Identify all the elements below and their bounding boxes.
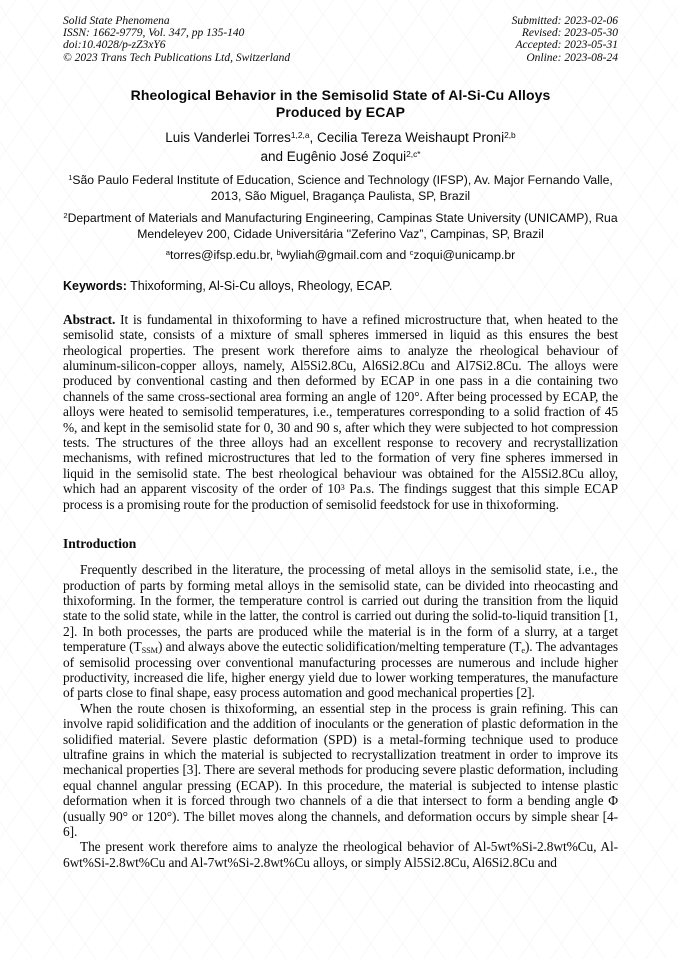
- date-submitted: Submitted: 2023-02-06: [511, 15, 618, 27]
- date-revised: Revised: 2023-05-30: [521, 27, 618, 40]
- article-title: [63, 87, 618, 122]
- abstract-text: It is fundamental in thixoforming to have a refined microstructure that, when heated to the semisolid state, consists of a mixture of small spheres immersed in liquid as this ensures the best rheological properties. The present work therefore aims to analyze the rheological behaviour of aluminum-silicon-copper alloys, namely, Al5Si2.8Cu, Al6Si2.8Cu and Al7Si2.8Cu. The alloys were produced by conventional casting and then deformed by ECAP in one pass in a die containing two channels of the same cross-sectional area forming an angle of 120°. After being processed by ECAP, the alloys were heated to semisolid temperatures, i.e., temperatures corresponding to a solid fraction of 45 %, and kept in the semisolid state for 0, 30 and 90 s, after which they were subjected to hot compression tests. The structures of the three alloys had an excellent response to recovery and recrystallization mechanisms, with refined microstructures that led to the formation of very fine spheres immersed in liquid in the semisolid state. The best rheological behaviour was obtained for the Al5Si2.8Cu alloy, which had an apparent viscosity of the order of $10^3$ Pa.s. The findings suggest that this simple ECAP process is a promising route for the production of semisolid feedstock for use in thixoforming.: [63, 311, 618, 512]
- journal-name: Solid State Phenomena: [63, 15, 170, 27]
- keywords-text: Thixoforming, Al-Si-Cu alloys, Rheology, ECAP.: [126, 278, 393, 293]
- author-list: [63, 128, 618, 166]
- article-dates: [512, 15, 618, 64]
- date-online: Online: 2023-08-24: [526, 51, 618, 64]
- abstract: [63, 312, 618, 512]
- keywords-line: [63, 279, 618, 294]
- keywords-label: Keywords:: [63, 278, 127, 293]
- journal-doi: doi:10.4028/p-zZ3xY6: [63, 39, 166, 52]
- author-emails: $^a$torres@ifsp.edu.br, $^b$wyliah@gmail.com and $^c$zoqui@unicamp.br: [165, 247, 516, 262]
- affiliation-1: $^1$São Paulo Federal Institute of Education, Science and Technology (IFSP), Av. Major Fernando Valle, 2013, São Miguel, Bragança Paulista, SP, Brazil: [68, 172, 613, 203]
- journal-issn-volume: ISSN: 1662-9779, Vol. 347, pp 135-140: [63, 27, 245, 40]
- section-heading-introduction: Introduction: [63, 536, 137, 552]
- journal-info: [63, 15, 290, 64]
- authors-line-2: and Eugênio José Zoqui$^{2,c*}$: [260, 148, 421, 164]
- journal-copyright: © 2023 Trans Tech Publications Ltd, Switzerland: [63, 51, 291, 64]
- date-accepted: Accepted: 2023-05-31: [515, 39, 618, 52]
- authors-line-1: Luis Vanderlei Torres$^{1,2,a}$, Cecilia Tereza Weishaupt Proni$^{2,b}$: [165, 129, 516, 145]
- article-title-line-2: Produced by ECAP: [275, 104, 406, 121]
- journal-masthead: [63, 15, 618, 64]
- article-title-line-1: Rheological Behavior in the Semisolid State of Al-Si-Cu Alloys: [130, 86, 551, 103]
- abstract-label: Abstract.: [63, 311, 116, 327]
- affiliation-2: $^2$Department of Materials and Manufacturing Engineering, Campinas State University (UNICAMP), Rua Mendeleyev 200, Cidade Universitária ''Zeferino Vaz”, Campinas, SP, Brazil: [63, 210, 618, 241]
- introduction-paragraph-2: When the route chosen is thixoforming, an essential step in the process is grain refining. This can involve rapid solidification and the addition of inoculants or the generation of plastic deformation in the solidified material. Severe plastic deformation (SPD) is a metal-forming technique used to produce ultrafine grains in which the material is subjected to recrystallization treatment in order to improve its mechanical properties [3]. There are several methods for producing severe plastic deformation, including equal channel angular pressing (ECAP). In this procedure, the material is subjected to intense plastic deformation when it is forced through two channels of a die that intersect to form a bending angle Φ (usually 90° or 120°). The billet moves along the channels, and deformation occurs by simple shear [4-6].: [63, 700, 618, 839]
- introduction-paragraph-3: The present work therefore aims to analyze the rheological behavior of Al-5wt%Si-2.8wt%Cu, Al-6wt%Si-2.8wt%Cu and Al-7wt%Si-2.8wt%Cu alloys, or simply Al5Si2.8Cu, Al6Si2.8Cu and: [63, 839, 618, 870]
- introduction-paragraph-1: Frequently described in the literature, the processing of metal alloys in the semisolid state, i.e., the production of parts by forming metal alloys in the semisolid state, can be divided into rheocasting and thixoforming. In the former, the temperature control is carried out during the transition from the liquid state to the solid state, while in the latter, the control is carried out during the solid-to-liquid transition [1, 2]. In both processes, the parts are produced while the material is in the form of a slurry, at a target temperature $(T_{SSM})$ and always above the eutectic solidification/melting temperature $(T_e)$. The advantages of semisolid processing over conventional manufacturing processes are numerous and include higher productivity, increased die life, higher energy yield due to lower working temperatures, the manufacture of parts close to final shape, easy process automation and good mechanical properties [2].: [63, 562, 618, 701]
